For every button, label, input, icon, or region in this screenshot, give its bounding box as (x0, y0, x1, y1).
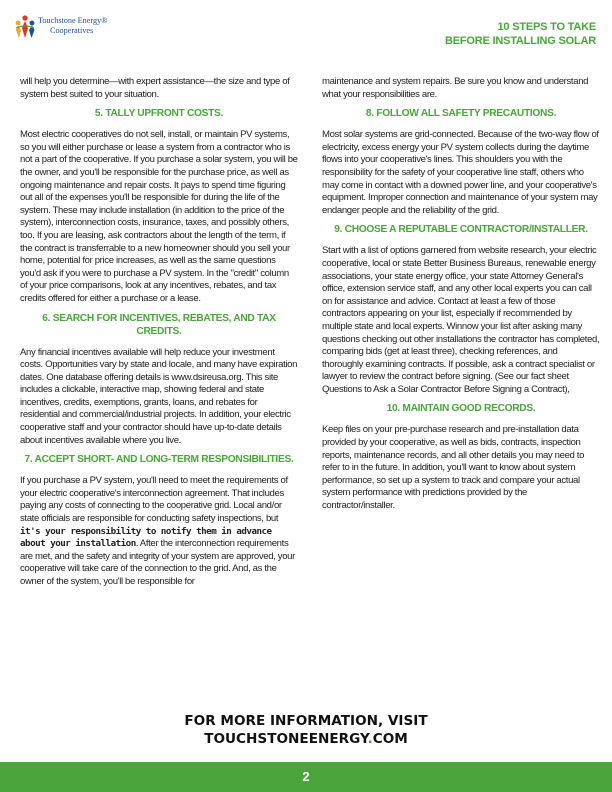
touchstone-energy-logo (14, 14, 144, 42)
step-10-heading: 10. MAINTAIN GOOD RECORDS. (386, 403, 536, 415)
step-6-paragraph: Any financial incentives available will help reduce your investment costs. Opportunities vary by state and locale, and many have expiration dates. One database offering details is www.dsireusa.org. This site includes a clickable, interactive map, showing federal and state incentives, credits, exemptions, grants, loans, and rebates for residential and commercial/industrial projects. In addition, your electric cooperative staff and your contractor should have up-to-date details about incentives available where you live. (20, 346, 298, 446)
footer-cta-text: FOR MORE INFORMATION, VISIT (184, 713, 428, 729)
logo-line-1: Touchstone Energy® (38, 16, 108, 25)
step-7-heading: 7. ACCEPT SHORT- AND LONG-TERM RESPONSIBILITIES. (24, 454, 294, 466)
document-title-line-2: BEFORE INSTALLING SOLAR (444, 35, 596, 47)
logo-text (38, 16, 107, 36)
intro-paragraph: will help you determine—with expert assistance—the size and type of system best suited to your situation. (20, 76, 290, 100)
cooperative-people-icon (14, 14, 36, 40)
step-7-emphasis: it's your responsibility to notify them in advance about your installation (20, 525, 272, 550)
document-title-line-1: 10 STEPS TO TAKE (497, 21, 596, 33)
page-number: 2 (302, 769, 310, 784)
logo-line-2: Cooperatives (50, 26, 94, 35)
continuation-paragraph: maintenance and system repairs. Be sure you know and understand what your responsibilities are. (322, 76, 589, 100)
step-7-paragraph (20, 475, 298, 588)
step-8-heading: 8. FOLLOW ALL SAFETY PRECAUTIONS. (365, 108, 557, 120)
left-column (20, 76, 298, 595)
footer-call-to-action (0, 712, 612, 748)
website-link-tld: COM (372, 731, 408, 747)
step-9-paragraph: Start with a list of options garnered from website research, your electric cooperative, local or state Better Business Bureaus, renewable energy associations, your state energy office, your state Attorney General's office, extension service staff, and any other local experts you can call on for assistance and advice. Contact at least a few of those contractors appearing on your list, especially if recommended by multiple state and local experts. Winnow your list after asking many questions checking out other installations the contractor has completed, comparing bids (get at least three), checking references, and thoroughly examining contracts. If possible, ask a contract specialist or lawyer to review the contract before signing. (See our fact sheet Questions to Ask a Solar Contractor Before Signing a Contract), (322, 245, 600, 395)
website-link[interactable] (0, 730, 612, 748)
page-footer-bar (0, 762, 612, 792)
website-link-name: TOUCHSTONEENERGY (204, 731, 368, 747)
website-link-dot: . (367, 731, 373, 747)
step-7-text-b: . After the interconnection requirements are met, and the safety and integrity of your system are approved, your cooperative will take care of the connection to the grid. And, as the owner of the system, you'll be responsible for (20, 538, 295, 587)
step-5-paragraph: Most electric cooperatives do not sell, install, or maintain PV systems, so you will either purchase or lease a system from a contractor who is not a part of the cooperative. If you purchase a solar system, you will be the owner, and you'll be responsible for the purchase price, as well as ongoing maintenance and repair costs. It pays to spend time figuring out all of the expenses you'll be responsible for during the life of the system. These may include installation (in addition to the price of the system), interconnection costs, insurance, taxes, and possibly others, too. If you are leasing, ask contractors about the length of the term, if the contract is transferrable to a new homeowner should you sell your home, potential for price increases, as well as the same questions you'd ask if you were to purchase a PV system. In the "credit" column of your price comparisons, look at any incentives, rebates, and tax credits offered for either a purchase or a lease. (20, 129, 298, 304)
step-7-text-a: If you purchase a PV system, you'll need to meet the requirements of your electric cooperative's interconnection agreement. That includes paying any costs of connecting to the cooperative grid. Local and/or state officials are responsible for conducting safety inspections, but (20, 475, 288, 525)
step-10-paragraph: Keep files on your pre-purchase research and pre-installation data provided by your cooperative, as well as bids, contracts, inspection reports, maintenance records, and all other details you may need to refer to in the future. In addition, you'll want to know about system performance, so set up a system to track and compare your actual system performance with predictions provided by the contractor/installer. (322, 424, 585, 512)
step-5-heading: 5. TALLY UPFRONT COSTS. (94, 108, 224, 120)
step-8-paragraph: Most solar systems are grid-connected. Because of the two-way flow of electricity, excess energy your PV system collects during the daytime flows into your cooperative's lines. This shoulders you with the responsibility for the safety of your cooperative line staff, others who may come in contact with a downed power line, and your cooperative's equipment. Improper connection and maintenance of your system may endanger people and the reliability of the grid. (322, 129, 599, 216)
step-9-heading: 9. CHOOSE A REPUTABLE CONTRACTOR/INSTALLER. (334, 224, 588, 236)
document-title (445, 20, 596, 48)
right-column (322, 76, 600, 519)
step-6-heading: 6. SEARCH FOR INCENTIVES, REBATES, AND TAX CREDITS. (42, 312, 276, 337)
